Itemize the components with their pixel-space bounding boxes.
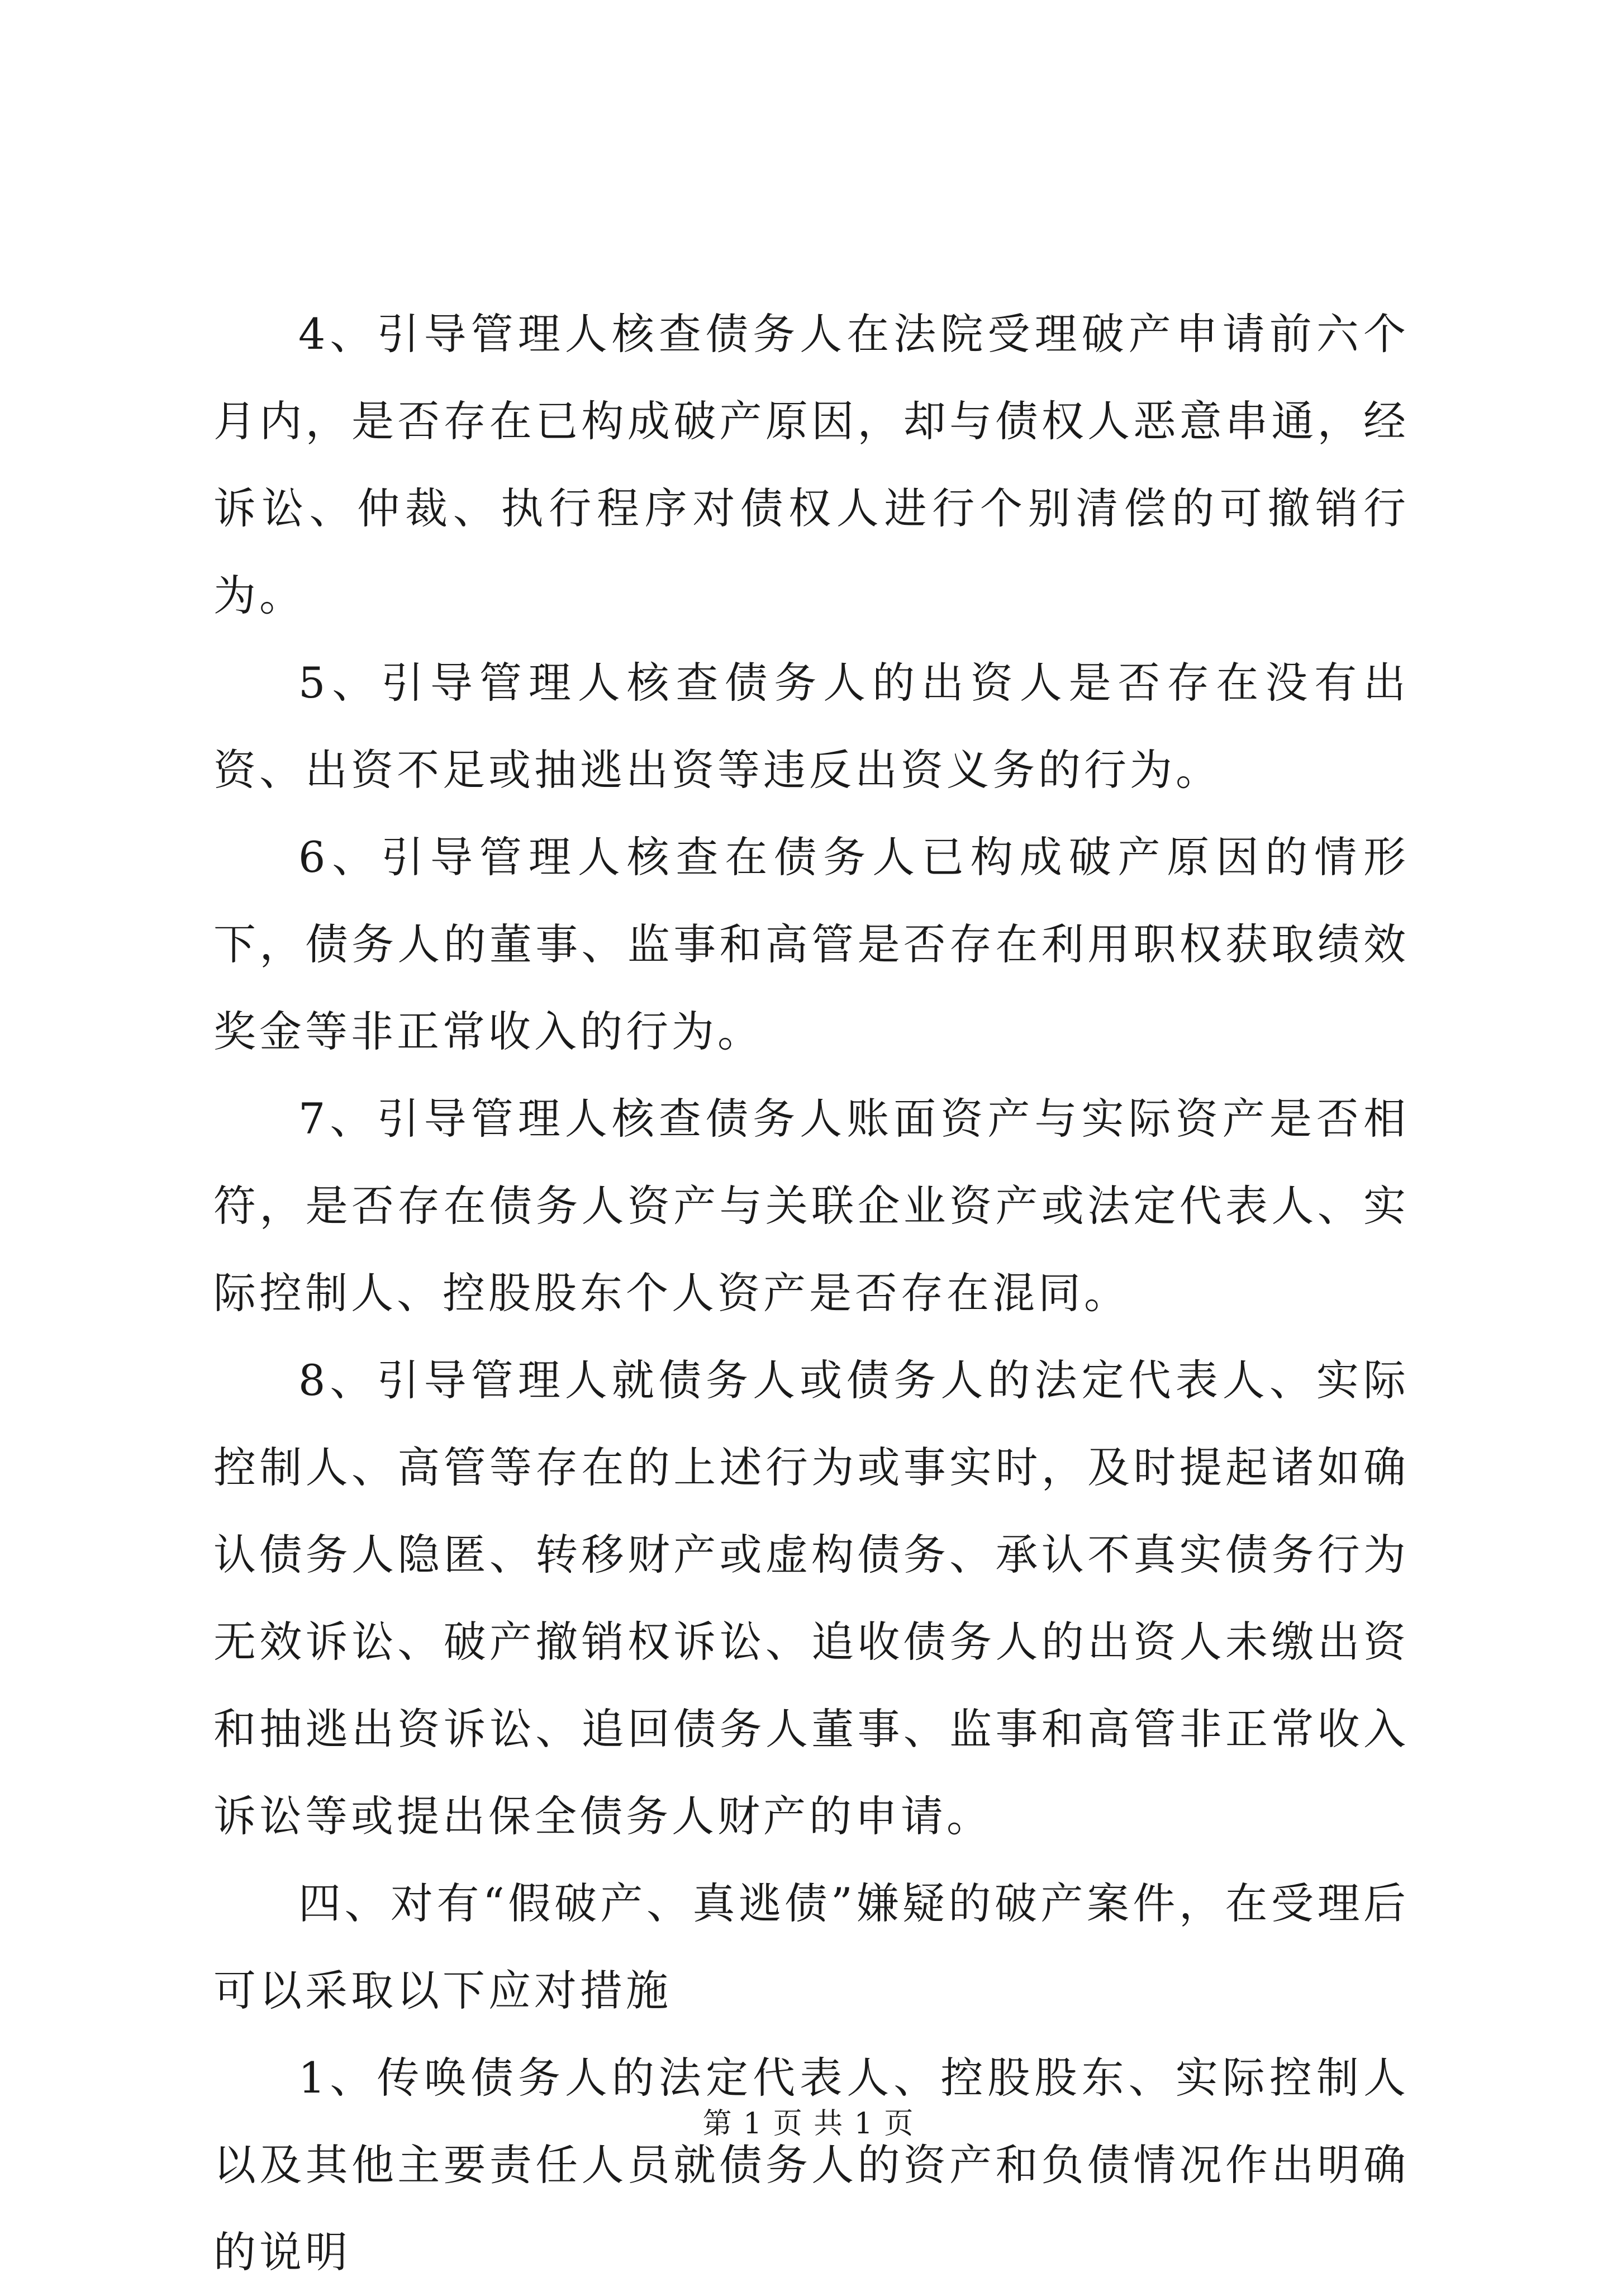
page-footer: 第 1 页 共 1 页: [702, 2107, 915, 2141]
paragraph-item-5: 5、引导管理人核查债务人的出资人是否存在没有出资、出资不足或抽逃出资等违反出资义务的行为。: [213, 658, 1409, 795]
paragraph-item-7: 7、引导管理人核查债务人账面资产与实际资产是否相符，是否存在债务人资产与关联企业资产或法定代表人、实际控制人、控股股东个人资产是否存在混同。: [213, 1094, 1409, 1318]
paragraph-item-8: 8、引导管理人就债务人或债务人的法定代表人、实际控制人、高管等存在的上述行为或事实时，及时提起诸如确认债务人隐匿、转移财产或虚构债务、承认不真实债务行为无效诉讼、破产撤销权诉讼、追收债务人的出资人未缴出资和抽逃出资诉讼、追回债务人董事、监事和高管非正常收入诉讼等或提出保全债务人财产的申请。: [213, 1355, 1409, 1841]
paragraph-measure-1: 1、传唤债务人的法定代表人、控股股东、实际控制人以及其他主要责任人员就债务人的资产和负债情况作出明确的说明: [213, 2053, 1409, 2277]
paragraph-item-4: 4、引导管理人核查债务人在法院受理破产申请前六个月内，是否存在已构成破产原因，却与债权人恶意串通，经诉讼、仲裁、执行程序对债权人进行个别清偿的可撤销行为。: [213, 309, 1409, 620]
document-body: [213, 291, 1409, 2296]
paragraph-item-6: 6、引导管理人核查在债务人已构成破产原因的情形下，债务人的董事、监事和高管是否存在利用职权获取绩效奖金等非正常收入的行为。: [213, 832, 1409, 1056]
section-heading-4: 四、对有“假破产、真逃债”嫌疑的破产案件，在受理后可以采取以下应对措施: [213, 1878, 1409, 2015]
